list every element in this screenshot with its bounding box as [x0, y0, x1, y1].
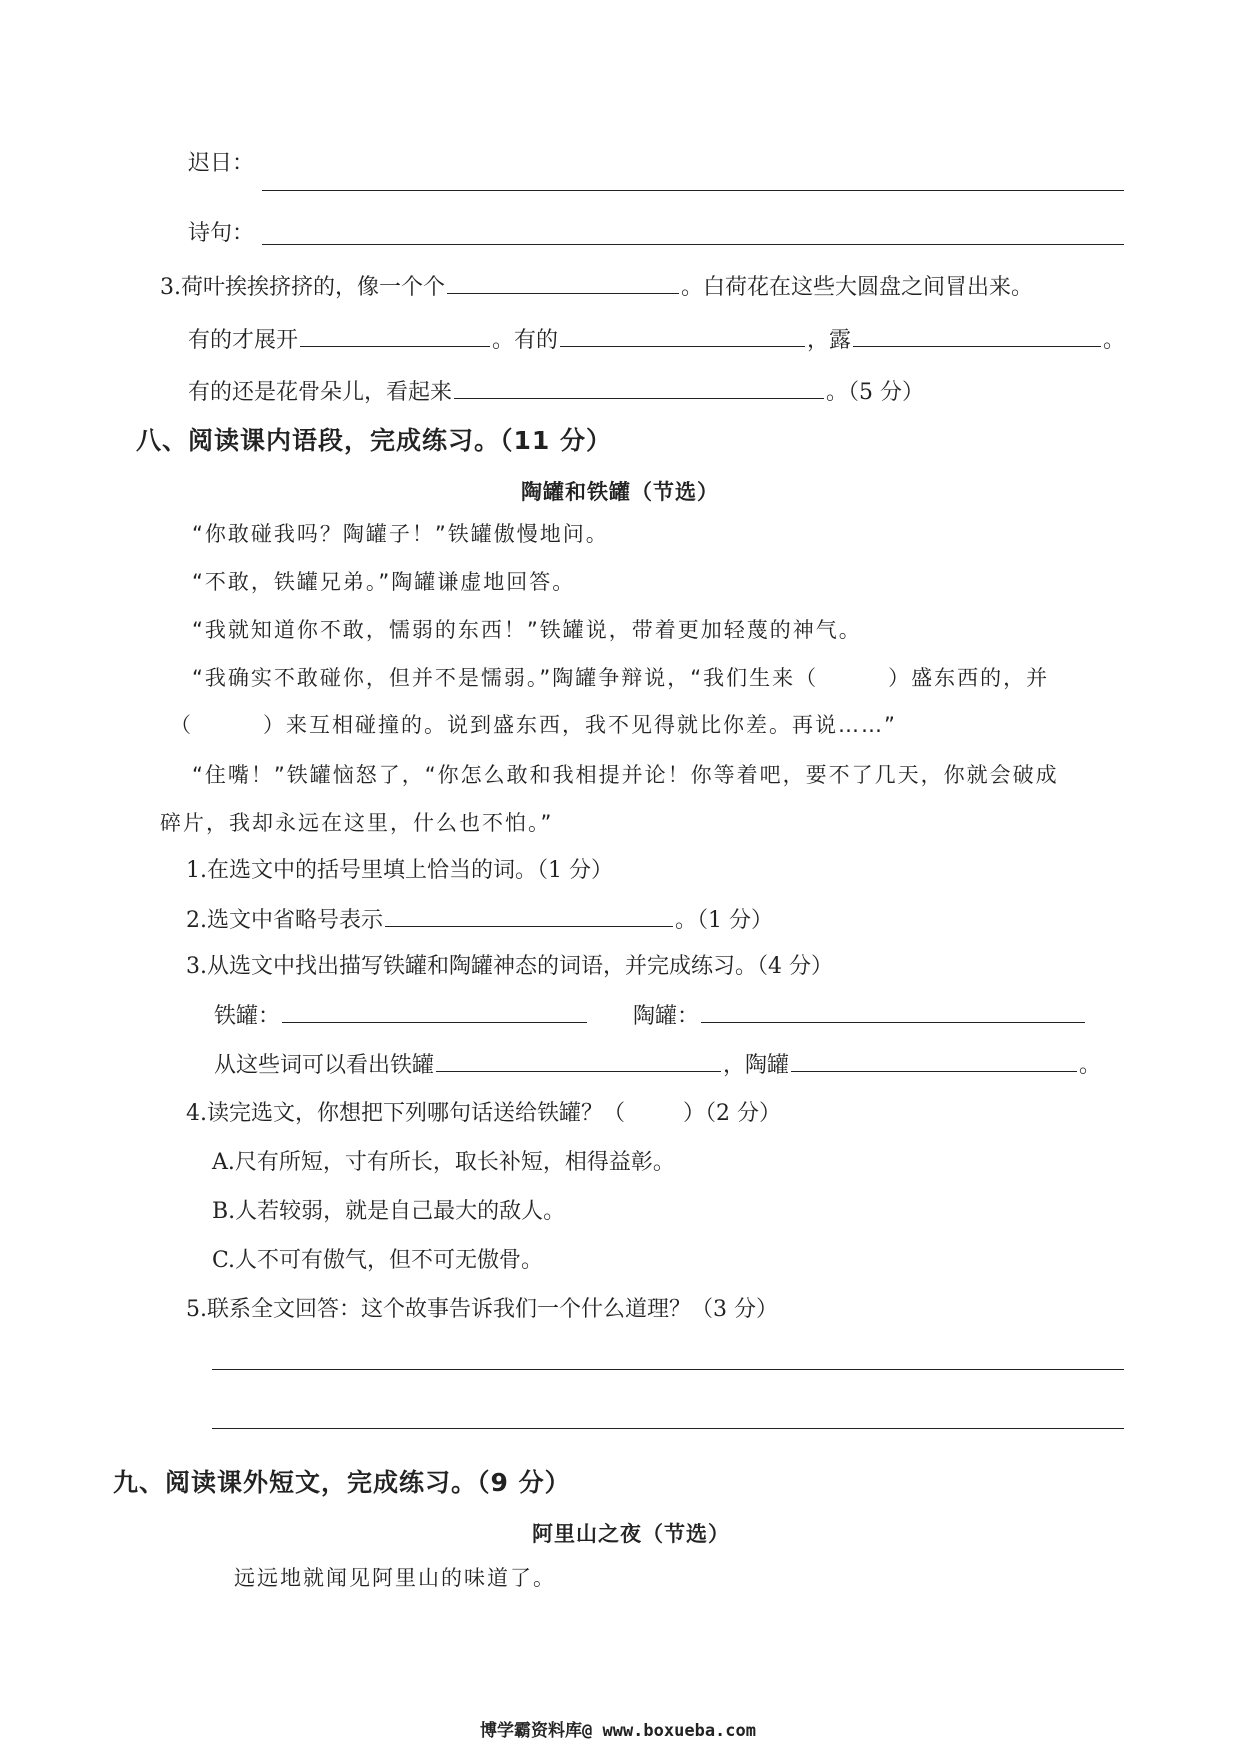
s7-q3-blank-2[interactable] — [300, 324, 490, 347]
section8-heading: 八、阅读课内语段，完成练习。（11 分） — [136, 426, 612, 455]
taoguan-label: 陶罐： — [633, 1004, 700, 1029]
section8-title: 陶罐和铁罐（节选） — [521, 480, 719, 504]
section9-title: 阿里山之夜（节选） — [532, 1522, 730, 1546]
s8-q3-text: ，陶罐 — [723, 1053, 790, 1078]
story-text: ）来互相碰撞的。说到盛东西，我不见得就比你差。再说……” — [263, 713, 897, 737]
s7-q3-blank-3[interactable] — [560, 324, 805, 347]
s8-q4-option-b: B.人若较弱，就是自己最大的敌人。 — [212, 1199, 566, 1224]
story-paragraph-4-line1 — [192, 663, 1049, 693]
s8-q2-text-end: 。（1 分） — [675, 908, 773, 933]
s7-q3-text: 。有的 — [492, 328, 559, 353]
story-text: ）盛东西的，并 — [888, 666, 1050, 690]
s8-question-5: 5.联系全文回答：这个故事告诉我们一个什么道理？（3 分） — [186, 1297, 778, 1322]
taoguan-trait-blank[interactable] — [791, 1049, 1077, 1072]
s8-question-3: 3.从选文中找出描写铁罐和陶罐神态的词语，并完成练习。（4 分） — [186, 954, 833, 979]
tieguan-words-blank[interactable] — [282, 1000, 587, 1023]
shiju-answer-line[interactable] — [262, 244, 1124, 245]
shiju-label: 诗句： — [188, 221, 255, 246]
s7-q3-text: 3.荷叶挨挨挤挤的，像一个个 — [160, 275, 445, 300]
s8-q3-text: 从这些词可以看出铁罐 — [214, 1053, 435, 1078]
story-text: “我确实不敢碰你，但并不是懦弱。”陶罐争辩说，“我们生来（ — [192, 666, 819, 690]
story-paragraph-2: “不敢，铁罐兄弟。”陶罐谦虚地回答。 — [192, 570, 576, 594]
story-paragraph-4-line2 — [170, 710, 897, 740]
s8-q4-text: 4.读完选文，你想把下列哪句话送给铁罐？（ — [186, 1101, 625, 1126]
s8-question-4 — [186, 1099, 781, 1129]
s8-question-1: 1.在选文中的括号里填上恰当的词。（1 分） — [186, 858, 613, 883]
section9-paragraph-1: 远远地就闻见阿里山的味道了。 — [234, 1566, 556, 1590]
s7-q3-blank-4[interactable] — [853, 324, 1101, 347]
section9-heading: 九、阅读课外短文，完成练习。（9 分） — [113, 1468, 571, 1497]
footer-watermark: 博学霸资料库@ www.boxueba.com — [480, 1721, 756, 1741]
s7-q3-text: 有的才展开 — [188, 328, 299, 353]
s8-q3-text: 。 — [1079, 1053, 1102, 1078]
s7-q3-text: ，露 — [807, 328, 852, 353]
taoguan-words-blank[interactable] — [701, 1000, 1085, 1023]
story-text: （ — [170, 713, 193, 737]
s8-q4-option-a: A.尺有所短，寸有所长，取长补短，相得益彰。 — [212, 1150, 675, 1175]
story-paragraph-5-line1: “住嘴！”铁罐恼怒了，“你怎么敢和我相提并论！你等着吧，要不了几天，你就会破成 — [192, 763, 1059, 787]
story-paragraph-5-line2: 碎片，我却永远在这里，什么也不怕。” — [160, 811, 554, 835]
s8-q4-text-end: ）（2 分） — [683, 1101, 781, 1126]
s8-question-2 — [186, 904, 773, 934]
chiri-answer-line[interactable] — [262, 190, 1124, 191]
s7-q3-blank-5[interactable] — [454, 376, 824, 399]
tieguan-trait-blank[interactable] — [436, 1049, 721, 1072]
chiri-label: 迟日： — [188, 151, 255, 176]
s8-q3-words-row — [214, 1000, 1087, 1030]
story-paragraph-3: “我就知道你不敢，懦弱的东西！”铁罐说，带着更加轻蔑的神气。 — [192, 618, 862, 642]
s7-q3-text: 。 — [1103, 328, 1126, 353]
s8-q5-answer-line-2[interactable] — [212, 1428, 1124, 1429]
s8-q2-text: 2.选文中省略号表示 — [186, 908, 383, 933]
s8-q5-answer-line-1[interactable] — [212, 1369, 1124, 1370]
s7-q3-text: 。（5 分） — [826, 380, 925, 405]
s8-q4-option-c: C.人不可有傲气，但不可无傲骨。 — [212, 1248, 544, 1273]
s7-q3-text-end: 。白荷花在这些大圆盘之间冒出来。 — [681, 275, 1034, 300]
s7-q3-blank-1[interactable] — [447, 271, 679, 294]
s7-q3-line1 — [160, 271, 1033, 301]
s7-q3-line3 — [188, 376, 924, 406]
s8-q2-blank[interactable] — [385, 904, 673, 927]
chiri-row — [188, 149, 254, 179]
s8-q3-conclusion-row — [214, 1049, 1101, 1079]
shiju-row — [188, 219, 254, 249]
s7-q3-line2 — [188, 324, 1125, 354]
story-paragraph-1: “你敢碰我吗？陶罐子！”铁罐傲慢地问。 — [192, 522, 609, 546]
s7-q3-text: 有的还是花骨朵儿，看起来 — [188, 380, 453, 405]
tieguan-label: 铁罐： — [214, 1004, 281, 1029]
